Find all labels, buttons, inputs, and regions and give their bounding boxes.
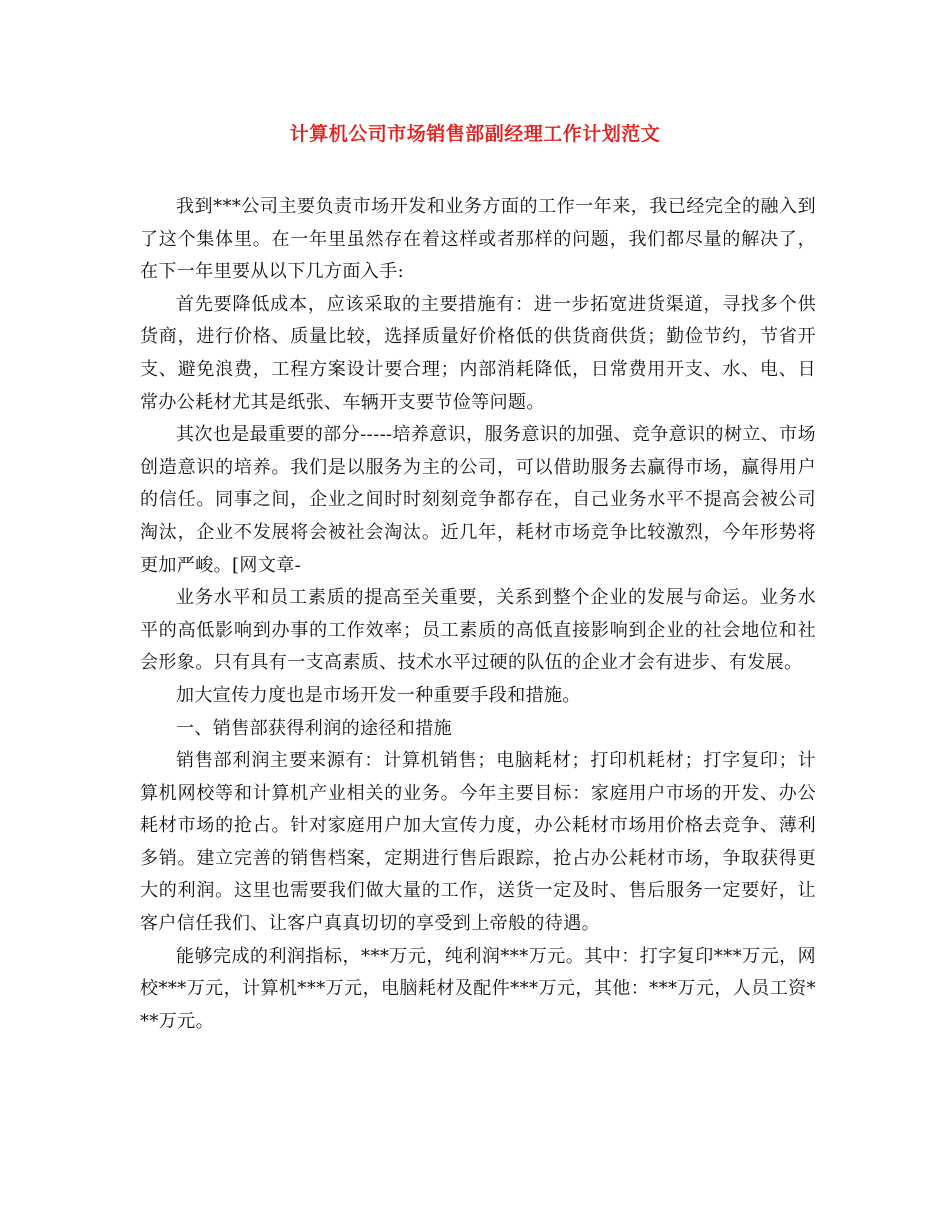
document-body bbox=[140, 191, 816, 1038]
section-heading-profit: 一、销售部获得利润的途径和措施 bbox=[176, 717, 452, 739]
paragraph-profit-targets: 能够完成的利润指标，***万元，纯利润***万元。其中：打字复印***万元，网校***万元，计算机***万元，电脑耗材及配件***万元，其他：***万元，人员工资***万元。 bbox=[140, 945, 816, 1032]
paragraph-profit-sources: 销售部利润主要来源有：计算机销售；电脑耗材；打印机耗材；打字复印；计算机网校等和计算机产业相关的业务。今年主要目标：家庭用户市场的开发、办公耗材市场的抢占。针对家庭用户加大宣传力度，办公耗材市场用价格去竞争、薄利多销。建立完善的销售档案，定期进行售后跟踪，抢占办公耗材市场，争取获得更大的利润。这里也需要我们做大量的工作，送货一定及时、售后服务一定要好，让客户信任我们、让客户真真切切的享受到上帝般的待遇。 bbox=[140, 750, 816, 935]
document-title: 计算机公司市场销售部副经理工作计划范文 bbox=[289, 123, 661, 145]
paragraph-intro: 我到***公司主要负责市场开发和业务方面的工作一年来，我已经完全的融入到了这个集体里。在一年里虽然存在着这样或者那样的问题，我们都尽量的解决了，在下一年里要从以下几方面入手: bbox=[140, 196, 816, 283]
paragraph-awareness: 其次也是最重要的部分-----培养意识，服务意识的加强、竞争意识的树立、市场创造意识的培养。我们是以服务为主的公司，可以借助服务去赢得市场，赢得用户的信任。同事之间，企业之间时时刻刻竞争都存在，自己业务水平不提高会被公司淘汰，企业不发展将会被社会淘汰。近几年，耗材市场竞争比较激烈，今年形势将更加严峻。[网文章- bbox=[140, 424, 816, 576]
paragraph-promotion: 加大宣传力度也是市场开发一种重要手段和措施。 bbox=[176, 684, 581, 706]
paragraph-staff-quality: 业务水平和员工素质的提高至关重要，关系到整个企业的发展与命运。业务水平的高低影响到办事的工作效率；员工素质的高低直接影响到企业的社会地位和社会形象。只有具有一支高素质、技术水平过硬的队伍的企业才会有进步、有发展。 bbox=[140, 587, 816, 674]
paragraph-reduce-cost: 首先要降低成本，应该采取的主要措施有：进一步拓宽进货渠道，寻找多个供货商，进行价格、质量比较，选择质量好价格低的供货商供货；勤俭节约，节省开支、避免浪费，工程方案设计要合理；内部消耗降低，日常费用开支、水、电、日常办公耗材尤其是纸张、车辆开支要节俭等问题。 bbox=[140, 293, 816, 413]
